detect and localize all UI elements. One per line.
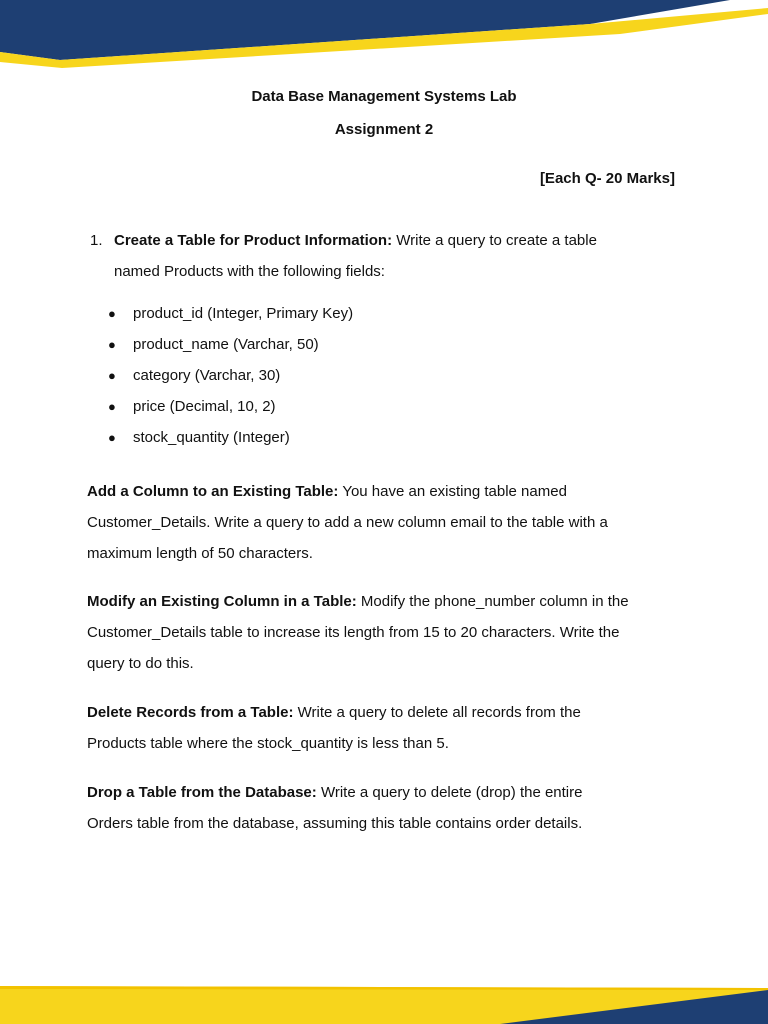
paragraph-heading: Add a Column to an Existing Table: xyxy=(87,483,339,500)
paragraph-text: Write a query to delete (drop) the entire xyxy=(320,784,583,801)
bullet-icon: ● xyxy=(108,430,116,445)
field-text: product_id (Integer, Primary Key) xyxy=(133,305,354,322)
bullet-icon: ● xyxy=(108,337,116,352)
field-text: stock_quantity (Integer) xyxy=(133,429,290,446)
field-text: product_name (Varchar, 50) xyxy=(133,336,319,353)
fields-list xyxy=(108,303,353,458)
list-item xyxy=(108,303,353,334)
paragraph-line: query to do this. xyxy=(87,655,194,672)
list-item xyxy=(108,427,353,458)
paragraph-text: Write a query to delete all records from the xyxy=(297,704,581,721)
paragraph-line xyxy=(87,777,687,808)
paragraph-delete-records xyxy=(87,697,687,759)
paragraph-text: Modify the phone_number column in the xyxy=(360,593,629,610)
paragraph-heading: Drop a Table from the Database: xyxy=(87,784,317,801)
list-item xyxy=(108,396,353,427)
document-title: Data Base Management Systems Lab xyxy=(251,88,517,105)
assignment-subtitle: Assignment 2 xyxy=(334,121,434,138)
paragraph-heading: Delete Records from a Table: xyxy=(87,704,294,721)
paragraph-drop-table xyxy=(87,777,687,839)
field-text: category (Varchar, 30) xyxy=(133,367,281,384)
paragraph-line xyxy=(87,586,687,617)
paragraph-text: You have an existing table named xyxy=(342,483,567,500)
paragraph-line: maximum length of 50 characters. xyxy=(87,545,313,562)
question-1-line-1 xyxy=(114,225,690,256)
list-item xyxy=(108,365,353,396)
field-text: price (Decimal, 10, 2) xyxy=(133,398,276,415)
question-1-heading: Create a Table for Product Information: xyxy=(114,232,393,249)
paragraph-line: Customer_Details. Write a query to add a new column email to the table with a xyxy=(87,514,608,531)
paragraph-line xyxy=(87,476,687,507)
paragraph-line: Products table where the stock_quantity is less than 5. xyxy=(87,735,449,752)
question-1-line-2: named Products with the following fields: xyxy=(114,263,385,280)
list-item xyxy=(108,334,353,365)
bullet-icon: ● xyxy=(108,368,116,383)
question-1 xyxy=(90,225,690,287)
paragraph-line xyxy=(87,697,687,728)
paragraph-line: Customer_Details table to increase its length from 15 to 20 characters. Write the xyxy=(87,624,620,641)
footer-banner-decoration xyxy=(0,984,768,1024)
bullet-icon: ● xyxy=(108,399,116,414)
paragraph-add-column xyxy=(87,476,687,569)
marks-note: [Each Q- 20 Marks] xyxy=(539,170,675,187)
paragraph-line: Orders table from the database, assuming this table contains order details. xyxy=(87,815,583,832)
question-number: 1. xyxy=(90,232,103,249)
paragraph-modify-column xyxy=(87,586,687,679)
question-1-text: Write a query to create a table xyxy=(396,232,597,249)
bullet-icon: ● xyxy=(108,306,116,321)
paragraph-heading: Modify an Existing Column in a Table: xyxy=(87,593,357,610)
